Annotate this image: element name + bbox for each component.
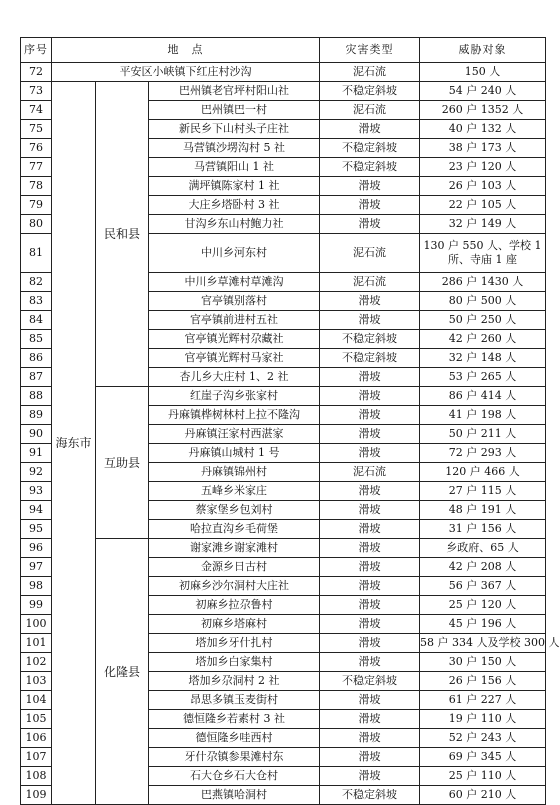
row-place: 马营镇沙塄沟村 5 社: [149, 139, 320, 158]
row-place: 平安区小峡镇下红庄村沙沟: [52, 63, 320, 82]
row-hazard-type: 不稳定斜坡: [320, 786, 420, 805]
row-threat: 27 户 115 人: [420, 482, 546, 501]
row-place: 塔加乡白家集村: [149, 653, 320, 672]
row-place: 巴州镇老官坪村阳山社: [149, 82, 320, 101]
row-threat: 30 户 150 人: [420, 653, 546, 672]
row-threat: 58 户 334 人及学校 300 人: [420, 634, 546, 653]
row-hazard-type: 滑坡: [320, 691, 420, 710]
row-seq: 102: [21, 653, 52, 672]
row-seq: 100: [21, 615, 52, 634]
table-body: [21, 63, 560, 805]
row-seq: 95: [21, 520, 52, 539]
county-cell-minhe: 民和县: [96, 82, 149, 387]
row-seq: 93: [21, 482, 52, 501]
row-place: 丹麻镇山城村 1 号: [149, 444, 320, 463]
row-threat: 42 户 260 人: [420, 330, 546, 349]
row-place: 五峰乡米家庄: [149, 482, 320, 501]
row-threat: 26 户 103 人: [420, 177, 546, 196]
row-seq: 78: [21, 177, 52, 196]
row-hazard-type: 滑坡: [320, 177, 420, 196]
row-seq: 108: [21, 767, 52, 786]
row-hazard-type: 滑坡: [320, 767, 420, 786]
row-threat: 26 户 156 人: [420, 672, 546, 691]
header-type: 灾害类型: [320, 38, 420, 63]
row-seq: 101: [21, 634, 52, 653]
row-seq: 81: [21, 234, 52, 273]
row-hazard-type: 滑坡: [320, 577, 420, 596]
row-place: 蔡家堡乡包刘村: [149, 501, 320, 520]
row-place: 大庄乡塔卧村 3 社: [149, 196, 320, 215]
row-threat: 80 户 500 人: [420, 292, 546, 311]
row-hazard-type: 不稳定斜坡: [320, 349, 420, 368]
row-seq: 89: [21, 406, 52, 425]
row-threat: 61 户 227 人: [420, 691, 546, 710]
row-seq: 80: [21, 215, 52, 234]
row-seq: 90: [21, 425, 52, 444]
disaster-table-container: [20, 37, 560, 805]
row-hazard-type: 滑坡: [320, 425, 420, 444]
row-hazard-type: 泥石流: [320, 63, 420, 82]
row-place: 昂思多镇玉麦街村: [149, 691, 320, 710]
row-seq: 97: [21, 558, 52, 577]
row-threat: 19 户 110 人: [420, 710, 546, 729]
row-hazard-type: 滑坡: [320, 748, 420, 767]
row-seq: 107: [21, 748, 52, 767]
row-threat: 41 户 198 人: [420, 406, 546, 425]
row-threat: 23 户 120 人: [420, 158, 546, 177]
row-seq: 74: [21, 101, 52, 120]
row-hazard-type: 滑坡: [320, 653, 420, 672]
row-place: 甘沟乡东山村鲍力社: [149, 215, 320, 234]
row-threat: 72 户 293 人: [420, 444, 546, 463]
row-place: 满坪镇陈家村 1 社: [149, 177, 320, 196]
row-place: 初麻乡沙尔洞村大庄社: [149, 577, 320, 596]
row-seq: 76: [21, 139, 52, 158]
row-seq: 86: [21, 349, 52, 368]
row-hazard-type: 滑坡: [320, 292, 420, 311]
row-place: 德恒隆乡哇西村: [149, 729, 320, 748]
row-seq: 109: [21, 786, 52, 805]
row-place: 德恒隆乡若素村 3 社: [149, 710, 320, 729]
row-threat: 260 户 1352 人: [420, 101, 546, 120]
row-seq: 98: [21, 577, 52, 596]
row-threat: 40 户 132 人: [420, 120, 546, 139]
row-place: 官亭镇别落村: [149, 292, 320, 311]
table-row: [21, 63, 546, 82]
row-seq: 85: [21, 330, 52, 349]
row-seq: 87: [21, 368, 52, 387]
row-hazard-type: 滑坡: [320, 729, 420, 748]
row-seq: 79: [21, 196, 52, 215]
header-threat: 威胁对象: [420, 38, 546, 63]
row-place: 牙什尕镇参果滩村东: [149, 748, 320, 767]
row-hazard-type: 泥石流: [320, 273, 420, 292]
header-seq: 序号: [21, 38, 52, 63]
row-place: 中川乡河东村: [149, 234, 320, 273]
row-place: 初麻乡拉尕鲁村: [149, 596, 320, 615]
row-threat: 69 户 345 人: [420, 748, 546, 767]
row-place: 官亭镇光辉村马家社: [149, 349, 320, 368]
row-threat: 52 户 243 人: [420, 729, 546, 748]
row-seq: 75: [21, 120, 52, 139]
row-place: 塔加乡尕洞村 2 社: [149, 672, 320, 691]
row-threat: 54 户 240 人: [420, 82, 546, 101]
row-place: 初麻乡塔麻村: [149, 615, 320, 634]
row-place: 中川乡草滩村草滩沟: [149, 273, 320, 292]
row-hazard-type: 泥石流: [320, 234, 420, 273]
row-threat: 286 户 1430 人: [420, 273, 546, 292]
row-seq: 103: [21, 672, 52, 691]
row-hazard-type: 滑坡: [320, 558, 420, 577]
row-place: 红崖子沟乡张家村: [149, 387, 320, 406]
row-threat: 25 户 110 人: [420, 767, 546, 786]
row-threat: 120 户 466 人: [420, 463, 546, 482]
row-seq: 104: [21, 691, 52, 710]
row-threat: 150 人: [420, 63, 546, 82]
row-place: 丹麻镇桦树林村上拉不隆沟: [149, 406, 320, 425]
row-seq: 92: [21, 463, 52, 482]
table-row: [21, 387, 546, 406]
row-place: 官亭镇前进村五社: [149, 311, 320, 330]
row-threat: 32 户 148 人: [420, 349, 546, 368]
row-hazard-type: 不稳定斜坡: [320, 158, 420, 177]
row-threat: 32 户 149 人: [420, 215, 546, 234]
row-hazard-type: 滑坡: [320, 539, 420, 558]
row-place: 巴燕镇哈洞村: [149, 786, 320, 805]
row-hazard-type: 滑坡: [320, 120, 420, 139]
row-seq: 106: [21, 729, 52, 748]
row-place: 丹麻镇锦州村: [149, 463, 320, 482]
row-hazard-type: 滑坡: [320, 710, 420, 729]
row-place: 杏儿乡大庄村 1、2 社: [149, 368, 320, 387]
row-place: 谢家滩乡谢家滩村: [149, 539, 320, 558]
row-hazard-type: 不稳定斜坡: [320, 672, 420, 691]
row-hazard-type: 滑坡: [320, 520, 420, 539]
row-threat: 50 户 250 人: [420, 311, 546, 330]
table-header-row: [21, 38, 546, 63]
row-threat: 50 户 211 人: [420, 425, 546, 444]
row-hazard-type: 滑坡: [320, 368, 420, 387]
row-place: 马营镇阳山 1 社: [149, 158, 320, 177]
row-hazard-type: 滑坡: [320, 615, 420, 634]
row-threat: 乡政府、65 人: [420, 539, 546, 558]
row-seq: 82: [21, 273, 52, 292]
row-hazard-type: 不稳定斜坡: [320, 139, 420, 158]
row-hazard-type: 泥石流: [320, 463, 420, 482]
county-cell-hualong: 化隆县: [96, 539, 149, 805]
row-place: 丹麻镇汪家村西湛家: [149, 425, 320, 444]
row-hazard-type: 泥石流: [320, 101, 420, 120]
row-seq: 73: [21, 82, 52, 101]
row-seq: 77: [21, 158, 52, 177]
row-seq: 96: [21, 539, 52, 558]
city-cell: 海东市: [52, 82, 96, 805]
row-place: 哈拉直沟乡毛荷堡: [149, 520, 320, 539]
row-threat: 53 户 265 人: [420, 368, 546, 387]
row-threat: 48 户 191 人: [420, 501, 546, 520]
row-threat: 22 户 105 人: [420, 196, 546, 215]
row-place: 石大仓乡石大仓村: [149, 767, 320, 786]
row-hazard-type: 滑坡: [320, 406, 420, 425]
row-seq: 105: [21, 710, 52, 729]
row-hazard-type: 滑坡: [320, 215, 420, 234]
row-hazard-type: 滑坡: [320, 596, 420, 615]
row-hazard-type: 滑坡: [320, 482, 420, 501]
row-seq: 72: [21, 63, 52, 82]
row-seq: 94: [21, 501, 52, 520]
row-hazard-type: 不稳定斜坡: [320, 330, 420, 349]
row-hazard-type: 滑坡: [320, 634, 420, 653]
row-threat: 42 户 208 人: [420, 558, 546, 577]
row-threat: 56 户 367 人: [420, 577, 546, 596]
row-seq: 99: [21, 596, 52, 615]
row-threat: 25 户 120 人: [420, 596, 546, 615]
row-threat: 86 户 414 人: [420, 387, 546, 406]
row-seq: 84: [21, 311, 52, 330]
row-hazard-type: 不稳定斜坡: [320, 82, 420, 101]
row-hazard-type: 滑坡: [320, 444, 420, 463]
county-cell-huzhu: 互助县: [96, 387, 149, 539]
disaster-points-table: [20, 37, 560, 805]
row-hazard-type: 滑坡: [320, 387, 420, 406]
table-row: [21, 539, 546, 558]
row-seq: 88: [21, 387, 52, 406]
row-hazard-type: 滑坡: [320, 196, 420, 215]
row-place: 塔加乡牙什扎村: [149, 634, 320, 653]
row-place: 新民乡下山村头子庄社: [149, 120, 320, 139]
row-threat: 60 户 210 人: [420, 786, 546, 805]
row-threat: 130 户 550 人、学校 1 所、寺庙 1 座: [420, 234, 546, 273]
row-threat: 38 户 173 人: [420, 139, 546, 158]
row-hazard-type: 滑坡: [320, 311, 420, 330]
row-hazard-type: 滑坡: [320, 501, 420, 520]
row-place: 官亭镇光辉村尕藏社: [149, 330, 320, 349]
row-threat: 31 户 156 人: [420, 520, 546, 539]
row-threat: 45 户 196 人: [420, 615, 546, 634]
row-place: 巴州镇巴一村: [149, 101, 320, 120]
header-location: 地 点: [52, 38, 320, 63]
row-seq: 91: [21, 444, 52, 463]
table-row: [21, 82, 546, 101]
row-place: 金源乡日古村: [149, 558, 320, 577]
row-seq: 83: [21, 292, 52, 311]
